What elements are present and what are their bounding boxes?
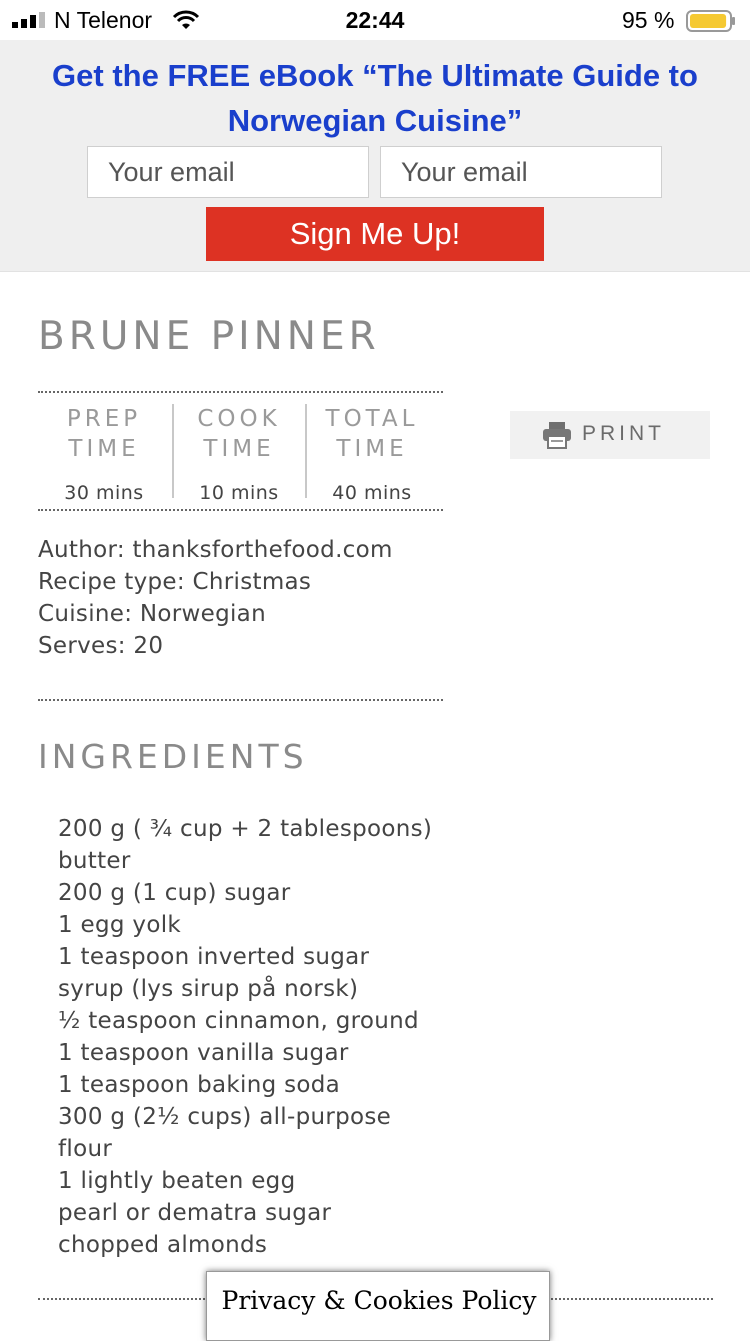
cook-time <box>174 404 304 504</box>
privacy-cookies-policy-label: Privacy & Cookies Policy <box>221 1286 537 1315</box>
list-item: 1 teaspoon vanilla sugar <box>58 1040 349 1066</box>
sign-me-up-button[interactable]: Sign Me Up! <box>206 207 544 261</box>
divider <box>38 699 443 701</box>
ingredients-heading: INGREDIENTS <box>38 737 308 776</box>
recipe-type-line: Recipe type: Christmas <box>38 569 312 595</box>
list-item: pearl or dematra sugar <box>58 1200 332 1226</box>
recipe-meta <box>38 534 393 662</box>
printer-icon <box>542 421 572 449</box>
privacy-cookies-policy-button[interactable] <box>206 1271 550 1341</box>
cook-time-label-1: COOK <box>197 406 281 432</box>
optin-headline: Get the FREE eBook “The Ultimate Guide to Norwegian Cuisine” <box>52 58 698 138</box>
total-time-label-1: TOTAL <box>325 406 419 432</box>
total-time-value: 40 mins <box>332 482 412 504</box>
list-item: chopped almonds <box>58 1232 268 1258</box>
list-item: 200 g (1 cup) sugar <box>58 880 291 906</box>
recipe-title: BRUNE PINNER <box>38 314 380 359</box>
total-time-label-2: TIME <box>336 436 408 462</box>
divider <box>38 509 443 511</box>
list-item: 1 egg yolk <box>58 912 181 938</box>
list-item: 1 teaspoon baking soda <box>58 1072 341 1098</box>
email-input-1[interactable] <box>87 146 369 198</box>
clock: 22:44 <box>345 7 405 33</box>
ingredients-list <box>58 813 438 1261</box>
battery-icon <box>686 10 736 32</box>
prep-time <box>38 404 170 504</box>
list-item: 1 lightly beaten egg <box>58 1168 296 1194</box>
prep-time-label-1: PREP <box>66 406 142 432</box>
ebook-optin-banner <box>0 40 750 271</box>
divider <box>38 391 443 393</box>
cook-time-value: 10 mins <box>199 482 279 504</box>
print-button[interactable] <box>510 411 710 459</box>
status-bar <box>0 0 750 40</box>
email-input-2[interactable] <box>380 146 662 198</box>
battery-percent: 95 % <box>622 7 675 33</box>
serves-line: Serves: 20 <box>38 633 164 659</box>
print-label: PRINT <box>582 422 665 445</box>
optin-divider <box>0 271 750 280</box>
total-time <box>307 404 437 504</box>
cook-time-label-2: TIME <box>203 436 275 462</box>
carrier-name: N Telenor <box>54 7 153 33</box>
cuisine-line: Cuisine: Norwegian <box>38 601 266 627</box>
list-item: 200 g ( ¾ cup + 2 tablespoons) butter <box>58 816 433 874</box>
author-line: Author: thanksforthefood.com <box>38 537 393 563</box>
prep-time-label-2: TIME <box>68 436 140 462</box>
prep-time-value: 30 mins <box>64 482 144 504</box>
list-item: ½ teaspoon cinnamon, ground <box>58 1008 419 1034</box>
list-item: 1 teaspoon inverted sugar syrup (lys sirup på norsk) <box>58 944 370 1002</box>
list-item: 300 g (2½ cups) all-purpose flour <box>58 1104 392 1162</box>
